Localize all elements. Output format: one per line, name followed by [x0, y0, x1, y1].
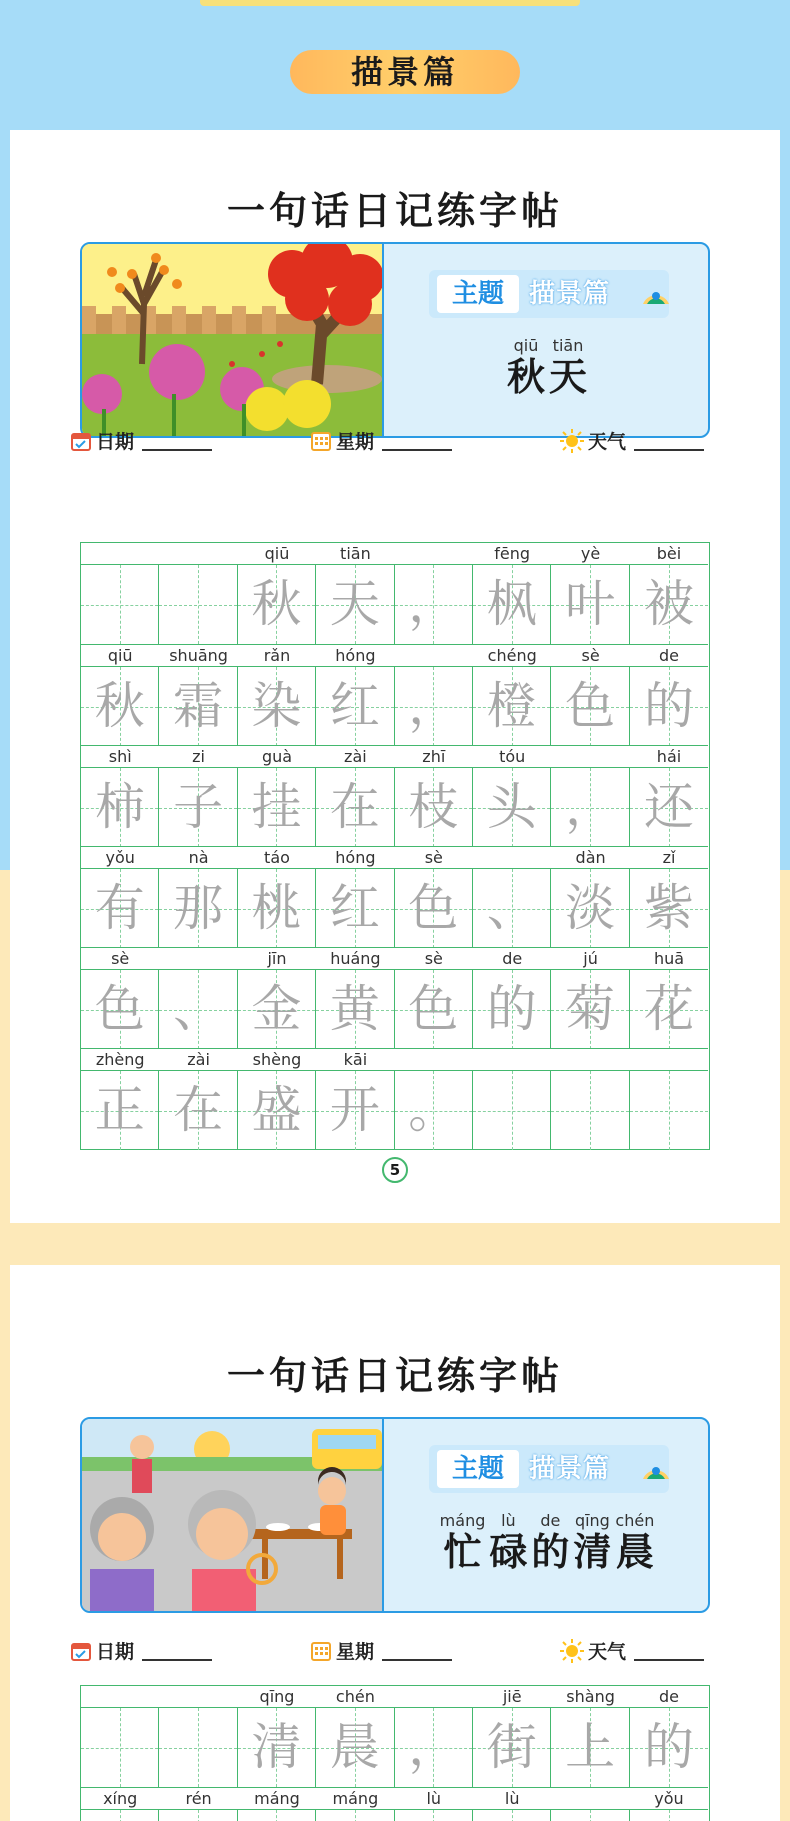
- week-field[interactable]: [310, 1637, 452, 1664]
- pinyin-label: tiān: [340, 544, 371, 563]
- page-number: 5: [382, 1157, 408, 1183]
- pinyin-label: bèi: [656, 544, 682, 563]
- weather-blank[interactable]: [634, 431, 704, 451]
- pinyin-label: zhī: [422, 747, 446, 766]
- trace-character: 的: [486, 980, 537, 1038]
- trace-character: ，: [408, 575, 459, 633]
- pinyin-label: dàn: [575, 848, 606, 867]
- pinyin-label: sè: [581, 646, 600, 665]
- pinyin-label: rǎn: [263, 646, 291, 665]
- trace-character: 天: [329, 575, 380, 633]
- pinyin-label: hóng: [335, 848, 376, 867]
- tian-zi-cell[interactable]: [551, 1708, 629, 1787]
- tian-zi-cell[interactable]: [473, 768, 551, 847]
- tian-zi-cell[interactable]: [551, 565, 629, 644]
- pinyin-band: [81, 1049, 708, 1071]
- book-title: 一句话日记练字帖: [226, 189, 563, 233]
- pinyin-label: lù: [504, 1789, 520, 1808]
- tian-zi-cell[interactable]: [238, 1708, 316, 1787]
- grid-row: [81, 1686, 708, 1787]
- tian-zi-cell[interactable]: [473, 970, 551, 1049]
- tian-zi-cell[interactable]: [395, 768, 473, 847]
- trace-character: ，: [408, 1718, 459, 1776]
- weather-field[interactable]: [560, 427, 704, 454]
- tian-zi-cell[interactable]: [238, 667, 316, 746]
- trace-character: [551, 1810, 628, 1821]
- pinyin-label: shèng: [252, 1050, 302, 1069]
- trace-character: [81, 1708, 158, 1787]
- tian-zi-cell[interactable]: [395, 970, 473, 1049]
- top-banner-strip: [200, 0, 580, 6]
- pinyin-label: zài: [187, 1050, 210, 1069]
- week-calendar-icon: [310, 1640, 332, 1662]
- tian-zi-cell[interactable]: [316, 1810, 394, 1821]
- pinyin-label: sè: [424, 848, 443, 867]
- trace-character: 盛: [251, 1081, 302, 1139]
- trace-character: [551, 1071, 628, 1150]
- trace-character: 紫: [643, 879, 694, 937]
- hero-section-label: 描景篇: [290, 50, 520, 94]
- sun-icon: [560, 1639, 584, 1663]
- week-label: 星期: [336, 1641, 375, 1663]
- trace-character: [316, 1810, 393, 1821]
- tian-zi-cell[interactable]: [81, 1810, 159, 1821]
- theme-name: 描景篇: [529, 279, 611, 309]
- theme-badge: [429, 270, 669, 318]
- tian-zi-cell[interactable]: [81, 970, 159, 1049]
- meta-row: [10, 1637, 780, 1667]
- tian-zi-cell[interactable]: [551, 970, 629, 1049]
- pinyin-label: shì: [108, 747, 132, 766]
- trace-character: 子: [173, 778, 224, 836]
- week-blank[interactable]: [382, 1641, 452, 1661]
- pinyin-label: sè: [111, 949, 130, 968]
- autumn-illustration: [82, 244, 384, 438]
- tian-zi-cell[interactable]: [551, 768, 629, 847]
- tian-zi-cell[interactable]: [630, 768, 708, 847]
- trace-character: 在: [173, 1081, 224, 1139]
- trace-character: [473, 1071, 550, 1150]
- tian-zi-cell[interactable]: [473, 1708, 551, 1787]
- tian-zi-cell[interactable]: [316, 869, 394, 948]
- trace-character: 晨: [329, 1718, 380, 1776]
- trace-character: 还: [643, 778, 694, 836]
- trace-character: 金: [251, 980, 302, 1038]
- tian-zi-cell[interactable]: [395, 565, 473, 644]
- tian-zi-cell[interactable]: [159, 1810, 237, 1821]
- tian-zi-cell[interactable]: [81, 667, 159, 746]
- tian-zi-cell[interactable]: [395, 869, 473, 948]
- pinyin-label: lù: [426, 1789, 442, 1808]
- trace-character: 被: [643, 575, 694, 633]
- tian-zi-cell[interactable]: [316, 970, 394, 1049]
- pinyin-label: fēng: [494, 544, 531, 563]
- theme-card: [80, 1417, 710, 1613]
- tian-zi-cell[interactable]: [159, 970, 237, 1049]
- pinyin-label: sè: [424, 949, 443, 968]
- week-field[interactable]: [310, 427, 452, 454]
- pinyin-label: yǒu: [105, 848, 135, 867]
- tian-zi-cell[interactable]: [238, 565, 316, 644]
- weather-label: 天气: [588, 1641, 627, 1663]
- trace-character: [395, 1810, 472, 1821]
- trace-character: [159, 565, 236, 644]
- date-label: 日期: [96, 1641, 135, 1663]
- trace-character: [630, 1810, 708, 1821]
- tian-zi-cell[interactable]: [630, 970, 708, 1049]
- pinyin-label: rén: [185, 1789, 212, 1808]
- peacock-icon: [639, 1451, 673, 1485]
- pinyin-label: hóng: [335, 646, 376, 665]
- sun-icon: [560, 429, 584, 453]
- morning-street-illustration: [82, 1419, 384, 1613]
- lesson-title-char: qiū 秋: [506, 336, 545, 399]
- trace-character: 色: [408, 879, 459, 937]
- tian-zi-cell[interactable]: [473, 869, 551, 948]
- trace-character: 在: [329, 778, 380, 836]
- trace-character: 。: [408, 1081, 459, 1139]
- pinyin-band: [81, 645, 708, 667]
- trace-character: 上: [565, 1718, 616, 1776]
- trace-character: 霜: [173, 677, 224, 735]
- trace-character: [473, 1810, 550, 1821]
- pinyin-label: qīng: [259, 1687, 295, 1706]
- grid-row: [81, 846, 708, 947]
- trace-character: 的: [643, 1718, 694, 1776]
- tian-zi-cell[interactable]: [551, 667, 629, 746]
- pinyin-label: guà: [261, 747, 293, 766]
- trace-character: ，: [565, 778, 616, 836]
- pinyin-label: yǒu: [654, 1789, 684, 1808]
- peacock-icon: [639, 276, 673, 310]
- pinyin-label: de: [658, 1687, 679, 1706]
- book-title: 一句话日记练字帖: [226, 1354, 563, 1398]
- trace-character: 花: [643, 980, 694, 1038]
- trace-character: [81, 565, 158, 644]
- tian-zi-cell[interactable]: [238, 869, 316, 948]
- trace-character: [159, 1810, 236, 1821]
- week-calendar-icon: [310, 430, 332, 452]
- grid-row: [81, 1048, 708, 1149]
- trace-character: 的: [643, 677, 694, 735]
- grid-row: [81, 1787, 708, 1821]
- theme-card: [80, 242, 710, 438]
- tian-zi-cell[interactable]: [81, 1708, 159, 1787]
- theme-info: [384, 1419, 710, 1613]
- tian-zi-cell[interactable]: [630, 1708, 708, 1787]
- trace-character: 菊: [565, 980, 616, 1038]
- pinyin-label: shàng: [566, 1687, 615, 1706]
- tian-zi-cell[interactable]: [630, 1810, 708, 1821]
- lesson-title-char: tiān 天: [549, 336, 588, 399]
- pinyin-label: tóu: [499, 747, 526, 766]
- tian-zi-cell[interactable]: [159, 1708, 237, 1787]
- pinyin-band: [81, 847, 708, 869]
- trace-character: 红: [329, 677, 380, 735]
- pinyin-label: yè: [580, 544, 601, 563]
- trace-character: 有: [94, 879, 145, 937]
- tian-zi-cell[interactable]: [81, 869, 159, 948]
- trace-character: 叶: [565, 575, 616, 633]
- tian-zi-cell[interactable]: [81, 768, 159, 847]
- trace-character: 柿: [94, 778, 145, 836]
- trace-character: 淡: [565, 879, 616, 937]
- pinyin-label: zi: [192, 747, 205, 766]
- grid-row: [81, 745, 708, 846]
- date-field[interactable]: [70, 1637, 212, 1664]
- grid-row: [81, 644, 708, 745]
- writing-grid: [80, 542, 710, 1150]
- tian-zi-cell[interactable]: [395, 1810, 473, 1821]
- theme-tag: 主题: [437, 275, 519, 313]
- trace-character: 黄: [329, 980, 380, 1038]
- pinyin-label: chén: [335, 1687, 375, 1706]
- theme-tag: 主题: [437, 1450, 519, 1488]
- tian-zi-cell[interactable]: [473, 565, 551, 644]
- pinyin-label: zǐ: [662, 848, 676, 867]
- tian-zi-cell[interactable]: [630, 1071, 708, 1150]
- tian-zi-cell[interactable]: [551, 1810, 629, 1821]
- trace-character: 色: [408, 980, 459, 1038]
- tian-zi-cell[interactable]: [630, 869, 708, 948]
- meta-row: [10, 427, 780, 457]
- practice-page-1: [10, 130, 780, 1223]
- writing-grid: [80, 1685, 710, 1821]
- tian-zi-cell[interactable]: [238, 768, 316, 847]
- tian-zi-cell[interactable]: [238, 1071, 316, 1150]
- pinyin-band: [81, 746, 708, 768]
- pinyin-band: [81, 543, 708, 565]
- tian-zi-cell[interactable]: [395, 667, 473, 746]
- trace-character: 清: [251, 1718, 302, 1776]
- pinyin-label: kāi: [343, 1050, 368, 1069]
- lesson-title-char: de 的: [531, 1511, 570, 1574]
- tian-zi-cell[interactable]: [316, 667, 394, 746]
- pinyin-label: xíng: [103, 1789, 138, 1808]
- calendar-icon: [70, 430, 92, 452]
- theme-info: [384, 244, 710, 438]
- pinyin-band: [81, 1788, 708, 1810]
- tian-zi-cell[interactable]: [551, 1071, 629, 1150]
- trace-character: 染: [251, 677, 302, 735]
- pinyin-label: shuāng: [169, 646, 228, 665]
- trace-character: [238, 1810, 315, 1821]
- tian-zi-cell[interactable]: [159, 565, 237, 644]
- tian-zi-cell[interactable]: [316, 1708, 394, 1787]
- trace-character: 秋: [94, 677, 145, 735]
- tian-zi-cell[interactable]: [316, 1071, 394, 1150]
- trace-character: [81, 1810, 158, 1821]
- pinyin-label: máng: [332, 1789, 379, 1808]
- trace-character: 色: [94, 980, 145, 1038]
- tian-zi-cell[interactable]: [238, 970, 316, 1049]
- tian-zi-cell[interactable]: [238, 1810, 316, 1821]
- tian-zi-cell[interactable]: [395, 1071, 473, 1150]
- lesson-title: [384, 1511, 710, 1573]
- tian-zi-cell[interactable]: [159, 667, 237, 746]
- pinyin-label: qiū: [264, 544, 290, 563]
- trace-character: 枝: [408, 778, 459, 836]
- pinyin-label: jiē: [502, 1687, 522, 1706]
- trace-character: 那: [173, 879, 224, 937]
- tian-zi-cell[interactable]: [630, 565, 708, 644]
- tian-zi-cell[interactable]: [473, 1810, 551, 1821]
- week-label: 星期: [336, 431, 375, 453]
- theme-badge: [429, 1445, 669, 1493]
- tian-zi-cell[interactable]: [473, 1071, 551, 1150]
- tian-zi-cell[interactable]: [159, 1071, 237, 1150]
- theme-name: 描景篇: [529, 1454, 611, 1484]
- pinyin-label: máng: [254, 1789, 300, 1808]
- weather-blank[interactable]: [634, 1641, 704, 1661]
- pinyin-label: jīn: [267, 949, 287, 968]
- tian-zi-cell[interactable]: [316, 565, 394, 644]
- trace-character: 枫: [486, 575, 537, 633]
- tian-zi-cell[interactable]: [316, 768, 394, 847]
- trace-character: 、: [486, 879, 537, 937]
- date-blank[interactable]: [142, 431, 212, 451]
- pinyin-label: qiū: [107, 646, 133, 665]
- lesson-title-char: qīng 清: [573, 1511, 612, 1574]
- lesson-title: [384, 336, 710, 398]
- pinyin-label: de: [502, 949, 523, 968]
- date-label: 日期: [96, 431, 135, 453]
- pinyin-band: [81, 1686, 708, 1708]
- trace-character: [630, 1071, 708, 1150]
- practice-page-2: [10, 1265, 780, 1821]
- trace-character: 色: [565, 677, 616, 735]
- week-blank[interactable]: [382, 431, 452, 451]
- trace-character: ，: [408, 677, 459, 735]
- tian-zi-cell[interactable]: [473, 667, 551, 746]
- tian-zi-cell[interactable]: [630, 667, 708, 746]
- trace-character: 街: [486, 1718, 537, 1776]
- trace-character: 开: [329, 1081, 380, 1139]
- lesson-title-char: chén 晨: [615, 1511, 655, 1574]
- pinyin-label: hái: [656, 747, 682, 766]
- pinyin-label: huā: [653, 949, 685, 968]
- date-field[interactable]: [70, 427, 212, 454]
- tian-zi-cell[interactable]: [395, 1708, 473, 1787]
- lesson-title-char: lù 碌: [489, 1511, 528, 1574]
- trace-character: 桃: [251, 879, 302, 937]
- tian-zi-cell[interactable]: [81, 565, 159, 644]
- pinyin-label: huáng: [330, 949, 381, 968]
- weather-label: 天气: [588, 431, 627, 453]
- lesson-title-char: máng 忙: [439, 1511, 486, 1574]
- pinyin-label: jú: [583, 949, 598, 968]
- calendar-icon: [70, 1640, 92, 1662]
- pinyin-label: zhèng: [95, 1050, 145, 1069]
- trace-character: 、: [173, 980, 224, 1038]
- tian-zi-cell[interactable]: [159, 869, 237, 948]
- trace-character: 红: [329, 879, 380, 937]
- trace-character: [159, 1708, 236, 1787]
- tian-zi-cell[interactable]: [81, 1071, 159, 1150]
- pinyin-label: zài: [344, 747, 367, 766]
- grid-row: [81, 947, 708, 1048]
- pinyin-label: táo: [264, 848, 290, 867]
- pinyin-label: nà: [188, 848, 209, 867]
- tian-zi-cell[interactable]: [551, 869, 629, 948]
- date-blank[interactable]: [142, 1641, 212, 1661]
- trace-character: 挂: [251, 778, 302, 836]
- grid-row: [81, 543, 708, 644]
- weather-field[interactable]: [560, 1637, 704, 1664]
- tian-zi-cell[interactable]: [159, 768, 237, 847]
- trace-character: 正: [94, 1081, 145, 1139]
- trace-character: 头: [486, 778, 537, 836]
- pinyin-band: [81, 948, 708, 970]
- pinyin-label: chéng: [487, 646, 537, 665]
- trace-character: 秋: [251, 575, 302, 633]
- pinyin-label: de: [658, 646, 679, 665]
- trace-character: 橙: [486, 677, 537, 735]
